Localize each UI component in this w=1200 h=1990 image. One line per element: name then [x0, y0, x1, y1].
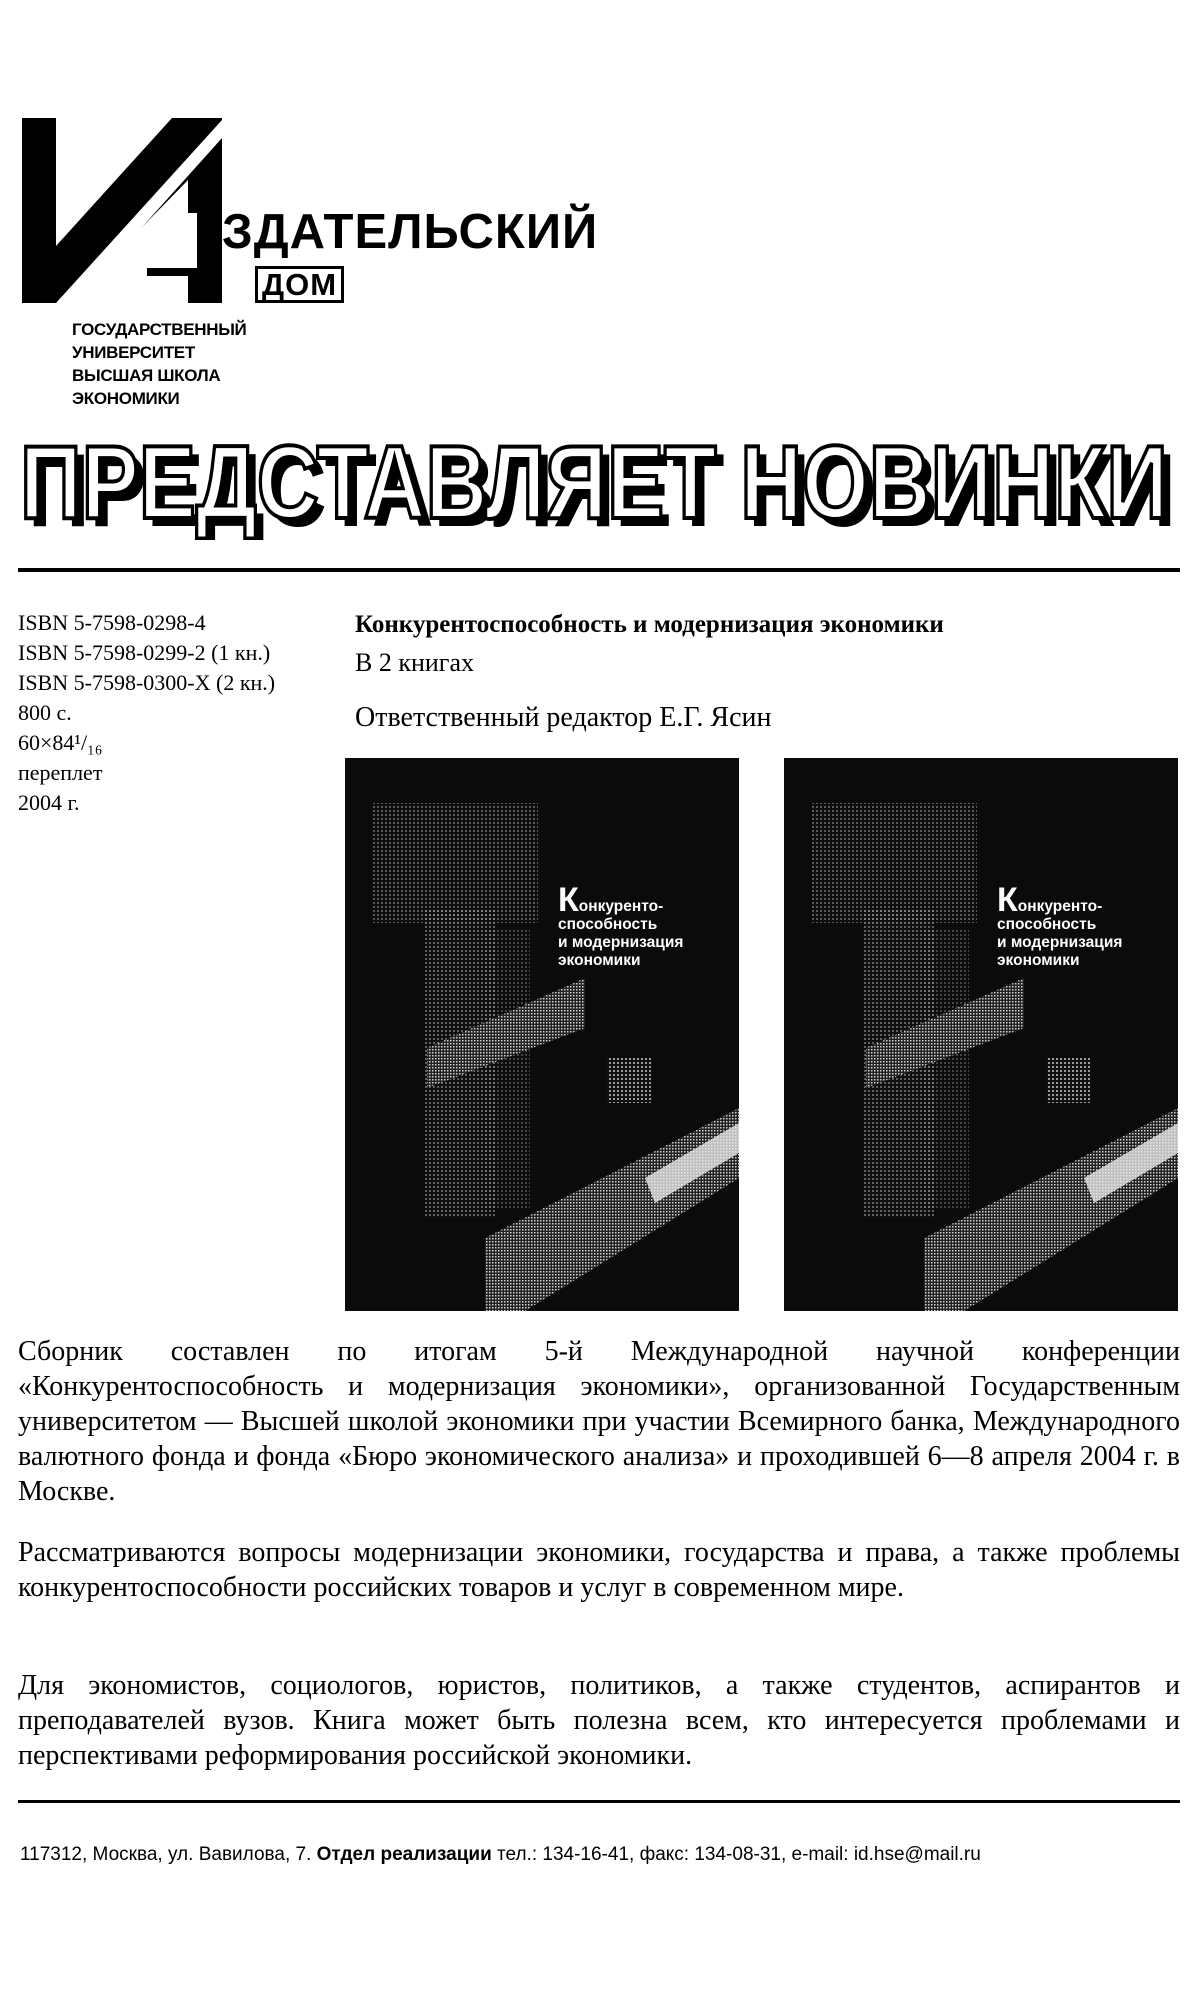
bottom-divider [18, 1800, 1180, 1803]
footer-address: 117312, Москва, ул. Вавилова, 7. [20, 1844, 312, 1865]
isbn-line: ISBN 5-7598-0298-4 [18, 610, 206, 635]
cover-title-initial: К [558, 881, 579, 919]
banner-text: ПРЕДСТАВЛЯЕТ НОВИНКИ [20, 430, 1168, 540]
university-line: УНИВЕРСИТЕТ [72, 343, 195, 362]
footer-contacts [20, 1843, 981, 1867]
publisher-logo [22, 118, 222, 308]
logo-wordmark: ЗДАТЕЛЬСКИЙ [222, 205, 599, 259]
university-name [72, 318, 246, 410]
page-count: 800 с. [18, 700, 72, 725]
publisher-logo-mark [22, 118, 222, 303]
cover-title [997, 881, 1123, 970]
cover-title [558, 881, 684, 970]
binding: переплет [18, 760, 103, 785]
logo-dom: ДОМ [255, 266, 344, 303]
cover-title-line: экономики [558, 952, 641, 969]
cover-title-line: и модернизация [997, 934, 1123, 951]
top-divider [18, 568, 1180, 572]
description-paragraph: Сборник составлен по итогам 5-й Международной научной конференции «Конкурентоспособность и модернизация экономики», организованной Государственным университетом — Высшей школой экономики при участии Всемирного банка, Международного валютного фонда и фонда «Бюро экономического анализа» и проходившей 6—8 апреля 2004 г. в Москве. [18, 1336, 1180, 1507]
footer-dept: Отдел реализации [316, 1844, 492, 1865]
year: 2004 г. [18, 790, 80, 815]
cover-title-line: онкуренто- [1017, 898, 1103, 915]
book-editor: Ответственный редактор Е.Г. Ясин [355, 702, 772, 733]
university-line: ЭКОНОМИКИ [72, 389, 180, 408]
description-paragraph: Для экономистов, социологов, юристов, политиков, а также студентов, аспирантов и преподавателей вузов. Книга может быть полезна всем, кто интересуется проблемами и перспективами реформирования российской экономики. [18, 1670, 1180, 1771]
format: 60×84¹/₁₆ [18, 730, 103, 755]
university-line: ГОСУДАРСТВЕННЫЙ [72, 320, 247, 339]
book-cover-1 [345, 758, 739, 1311]
isbn-line: ISBN 5-7598-0299-2 (1 кн.) [18, 640, 271, 665]
cover-title-line: способность [558, 916, 658, 933]
description-paragraph: Рассматриваются вопросы модернизации экономики, государства и права, а также проблемы конкурентоспособности российских товаров и услуг в современном мире. [18, 1537, 1180, 1603]
cover-title-line: экономики [997, 952, 1080, 969]
book-cover-2 [784, 758, 1178, 1311]
banner-shadow: ПРЕДСТАВЛЯЕТ НОВИНКИ [28, 433, 1176, 540]
banner [18, 430, 1182, 540]
book-title: Конкурентоспособность и модернизация экономики [355, 611, 944, 638]
cover-title-line: и модернизация [558, 934, 684, 951]
book-subtitle: В 2 книгах [355, 648, 475, 677]
cover-title-initial: К [997, 881, 1018, 919]
university-line: ВЫСШАЯ ШКОЛА [72, 366, 221, 385]
book-meta [18, 608, 338, 818]
cover-title-line: онкуренто- [578, 898, 664, 915]
footer-phones-email: тел.: 134-16-41, факс: 134-08-31, e-mail: id.hse@mail.ru [497, 1844, 981, 1865]
cover-title-line: способность [997, 916, 1097, 933]
isbn-line: ISBN 5-7598-0300-X (2 кн.) [18, 670, 276, 695]
